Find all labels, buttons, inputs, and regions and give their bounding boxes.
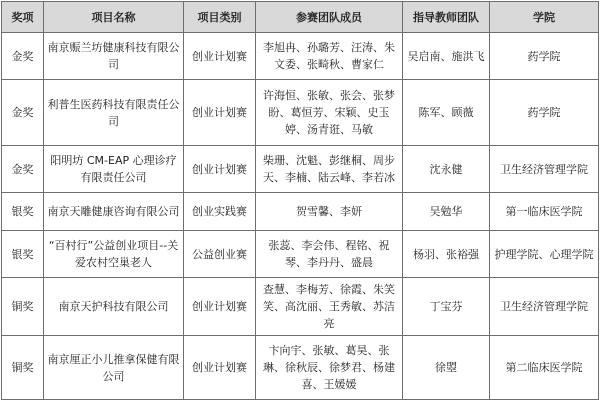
college-cell: 第一临床医学院: [490, 193, 599, 231]
award-cell: 铜奖: [2, 278, 44, 336]
award-cell: 银奖: [2, 231, 44, 278]
members-cell: 贺雪馨、李妍: [256, 193, 403, 231]
table-row: [2, 336, 599, 400]
header-project: 项目名称: [44, 2, 184, 33]
members-cell: 查慧、李梅芳、徐霞、朱笑笑、高沈丽、王秀敏、苏洁亮: [256, 278, 403, 336]
category-cell: 创业计划赛: [184, 146, 256, 193]
project-cell: 南京赈兰坊健康科技有限公司: [44, 33, 184, 80]
members-cell: 张蕊、李会伟、程铭、祝琴、李丹丹、盛晨: [256, 231, 403, 278]
members-cell: 柴珊、沈魁、彭继桐、周步天、李楠、陆云峰、李若冰: [256, 146, 403, 193]
project-cell: “百村行”公益创业项目--关爱农村空巢老人: [44, 231, 184, 278]
college-cell: 第二临床医学院: [490, 336, 599, 400]
advisors-cell: 吴勉华: [403, 193, 490, 231]
category-cell: 创业计划赛: [184, 278, 256, 336]
project-cell: 南京天雕健康咨询有限公司: [44, 193, 184, 231]
header-advisors: 指导教师团队: [403, 2, 490, 33]
category-cell: 创业实践赛: [184, 193, 256, 231]
category-cell: 创业计划赛: [184, 336, 256, 400]
table-row: [2, 80, 599, 146]
advisors-cell: 陈军、顾薇: [403, 80, 490, 146]
project-cell: 南京厘正小儿推拿保健有限公司: [44, 336, 184, 400]
advisors-cell: 吴启南、施洪飞: [403, 33, 490, 80]
advisors-cell: 杨羽、张裕强: [403, 231, 490, 278]
category-cell: 创业计划赛: [184, 80, 256, 146]
project-cell: 南京天护科技有限公司: [44, 278, 184, 336]
category-cell: 创业计划赛: [184, 33, 256, 80]
table-row: [2, 193, 599, 231]
advisors-cell: 丁宝芬: [403, 278, 490, 336]
category-cell: 公益创业赛: [184, 231, 256, 278]
table-row: [2, 33, 599, 80]
table-row: [2, 278, 599, 336]
award-cell: 金奖: [2, 33, 44, 80]
awards-table: [1, 1, 599, 400]
members-cell: 李旭冉、孙璐芳、汪涛、朱文委、张畸秋、曹家仁: [256, 33, 403, 80]
award-cell: 金奖: [2, 146, 44, 193]
college-cell: 护理学院、心理学院: [490, 231, 599, 278]
award-cell: 银奖: [2, 193, 44, 231]
project-cell: 阳明坊 CM-EAP 心理诊疗有限责任公司: [44, 146, 184, 193]
college-cell: 药学院: [490, 80, 599, 146]
header-award: 奖项: [2, 2, 44, 33]
header-college: 学院: [490, 2, 599, 33]
header-members: 参赛团队成员: [256, 2, 403, 33]
advisors-cell: 徐曌: [403, 336, 490, 400]
table-row: [2, 146, 599, 193]
header-row: [2, 2, 599, 33]
college-cell: 药学院: [490, 33, 599, 80]
college-cell: 卫生经济管理学院: [490, 146, 599, 193]
project-cell: 利普生医药科技有限责任公司: [44, 80, 184, 146]
college-cell: 卫生经济管理学院: [490, 278, 599, 336]
members-cell: 卞向宇、张敏、葛昊、张琳、徐秋辰、徐梦君、杨建喜、王媛媛: [256, 336, 403, 400]
table-row: [2, 231, 599, 278]
award-cell: 金奖: [2, 80, 44, 146]
award-cell: 铜奖: [2, 336, 44, 400]
advisors-cell: 沈永健: [403, 146, 490, 193]
members-cell: 许海恒、张敏、张会、张梦盼、葛恒芳、宋颖、史玉婷、汤青诳、马敏: [256, 80, 403, 146]
header-category: 项目类别: [184, 2, 256, 33]
